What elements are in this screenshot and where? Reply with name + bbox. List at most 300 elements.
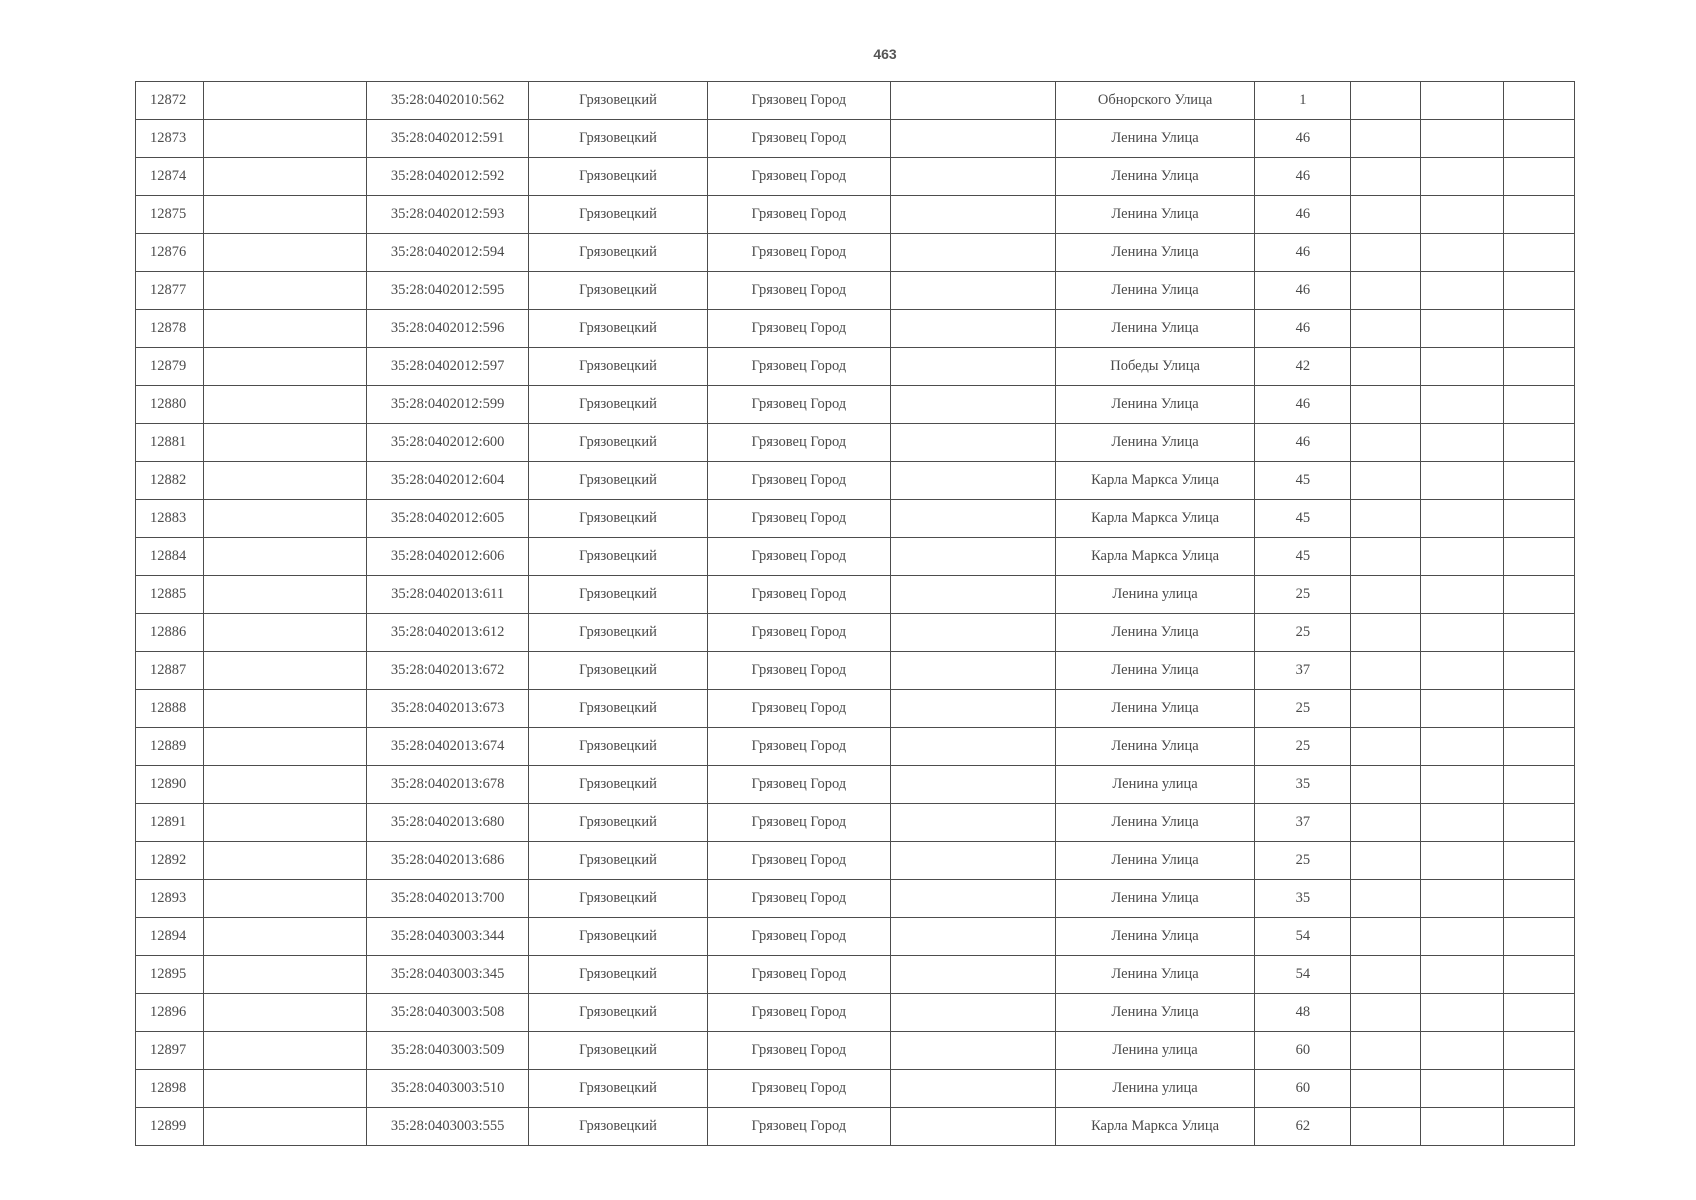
cell-blank [890, 728, 1055, 766]
cell-settlement: Грязовец Город [708, 994, 890, 1032]
cell-record-number: 12874 [136, 158, 204, 196]
cell-blank [890, 690, 1055, 728]
cell-district: Грязовецкий [528, 804, 707, 842]
cell-cadastral-number: 35:28:0402010:562 [367, 82, 528, 120]
cell-blank [204, 614, 367, 652]
cell-blank [890, 842, 1055, 880]
table-row [136, 158, 1575, 196]
cell-settlement: Грязовец Город [708, 272, 890, 310]
cell-blank [1351, 614, 1420, 652]
cell-house-number: 46 [1255, 272, 1351, 310]
cell-settlement: Грязовец Город [708, 158, 890, 196]
cell-settlement: Грязовец Город [708, 462, 890, 500]
cell-blank [1351, 652, 1420, 690]
cell-blank [1420, 728, 1503, 766]
cell-record-number: 12899 [136, 1108, 204, 1146]
cell-blank [1503, 82, 1574, 120]
cell-cadastral-number: 35:28:0402012:595 [367, 272, 528, 310]
cell-blank [1420, 614, 1503, 652]
cell-district: Грязовецкий [528, 424, 707, 462]
page-number: 463 [873, 46, 897, 62]
table-row [136, 82, 1575, 120]
cell-blank [1420, 576, 1503, 614]
cell-cadastral-number: 35:28:0402013:700 [367, 880, 528, 918]
cell-blank [1420, 804, 1503, 842]
cell-blank [1351, 690, 1420, 728]
cell-blank [1351, 500, 1420, 538]
cell-blank [1420, 158, 1503, 196]
cell-record-number: 12885 [136, 576, 204, 614]
cell-blank [204, 576, 367, 614]
cell-street: Обнорского Улица [1055, 82, 1254, 120]
table-row [136, 1032, 1575, 1070]
cell-blank [204, 310, 367, 348]
cell-record-number: 12894 [136, 918, 204, 956]
cell-record-number: 12896 [136, 994, 204, 1032]
cell-blank [890, 956, 1055, 994]
cell-blank [890, 880, 1055, 918]
cell-blank [204, 842, 367, 880]
cell-blank [1503, 310, 1574, 348]
cell-blank [890, 576, 1055, 614]
cell-blank [1351, 310, 1420, 348]
table-row [136, 614, 1575, 652]
cell-settlement: Грязовец Город [708, 500, 890, 538]
cell-house-number: 46 [1255, 158, 1351, 196]
cell-house-number: 37 [1255, 804, 1351, 842]
cell-settlement: Грязовец Город [708, 348, 890, 386]
cell-record-number: 12889 [136, 728, 204, 766]
cell-blank [1351, 576, 1420, 614]
cell-record-number: 12884 [136, 538, 204, 576]
cell-street: Ленина Улица [1055, 804, 1254, 842]
cell-blank [1503, 652, 1574, 690]
cell-district: Грязовецкий [528, 348, 707, 386]
cell-district: Грязовецкий [528, 462, 707, 500]
cell-street: Ленина Улица [1055, 614, 1254, 652]
cell-record-number: 12898 [136, 1070, 204, 1108]
cell-house-number: 46 [1255, 196, 1351, 234]
cell-blank [1503, 272, 1574, 310]
cell-blank [1420, 1032, 1503, 1070]
cell-blank [1351, 158, 1420, 196]
cell-settlement: Грязовец Город [708, 196, 890, 234]
cell-blank [204, 348, 367, 386]
cell-settlement: Грязовец Город [708, 728, 890, 766]
cell-blank [1420, 918, 1503, 956]
cell-blank [890, 386, 1055, 424]
cell-cadastral-number: 35:28:0403003:509 [367, 1032, 528, 1070]
cell-street: Ленина Улица [1055, 196, 1254, 234]
cell-blank [204, 690, 367, 728]
table-row [136, 500, 1575, 538]
cell-record-number: 12882 [136, 462, 204, 500]
cell-cadastral-number: 35:28:0402012:596 [367, 310, 528, 348]
cell-street: Ленина Улица [1055, 234, 1254, 272]
cell-street: Ленина улица [1055, 576, 1254, 614]
cell-blank [204, 196, 367, 234]
cell-blank [1420, 386, 1503, 424]
cell-record-number: 12875 [136, 196, 204, 234]
cell-blank [204, 1032, 367, 1070]
cell-blank [890, 196, 1055, 234]
cell-district: Грязовецкий [528, 842, 707, 880]
cell-record-number: 12878 [136, 310, 204, 348]
cell-district: Грязовецкий [528, 576, 707, 614]
cell-blank [1351, 1108, 1420, 1146]
cell-blank [204, 120, 367, 158]
cell-blank [204, 272, 367, 310]
cell-blank [1503, 158, 1574, 196]
cell-cadastral-number: 35:28:0402012:604 [367, 462, 528, 500]
cell-house-number: 54 [1255, 918, 1351, 956]
cell-house-number: 46 [1255, 424, 1351, 462]
cell-blank [204, 1108, 367, 1146]
cell-district: Грязовецкий [528, 728, 707, 766]
cell-settlement: Грязовец Город [708, 576, 890, 614]
cell-blank [890, 120, 1055, 158]
cell-blank [1420, 1108, 1503, 1146]
cell-record-number: 12872 [136, 82, 204, 120]
cell-street: Ленина Улица [1055, 424, 1254, 462]
cell-cadastral-number: 35:28:0402012:593 [367, 196, 528, 234]
cell-cadastral-number: 35:28:0402013:672 [367, 652, 528, 690]
cell-street: Ленина Улица [1055, 956, 1254, 994]
cell-cadastral-number: 35:28:0403003:508 [367, 994, 528, 1032]
cell-blank [1351, 462, 1420, 500]
cell-blank [204, 500, 367, 538]
cell-blank [890, 766, 1055, 804]
cell-house-number: 1 [1255, 82, 1351, 120]
table-row [136, 728, 1575, 766]
cell-house-number: 35 [1255, 880, 1351, 918]
cell-blank [890, 1070, 1055, 1108]
cell-blank [1420, 462, 1503, 500]
cell-cadastral-number: 35:28:0403003:510 [367, 1070, 528, 1108]
cell-house-number: 45 [1255, 538, 1351, 576]
cell-blank [1503, 614, 1574, 652]
cell-blank [1420, 348, 1503, 386]
cell-cadastral-number: 35:28:0402012:600 [367, 424, 528, 462]
cell-blank [1351, 272, 1420, 310]
cell-cadastral-number: 35:28:0402012:599 [367, 386, 528, 424]
cell-blank [1503, 500, 1574, 538]
cell-blank [204, 82, 367, 120]
cell-cadastral-number: 35:28:0402013:611 [367, 576, 528, 614]
cell-blank [890, 310, 1055, 348]
cell-house-number: 25 [1255, 842, 1351, 880]
cell-blank [1420, 690, 1503, 728]
cell-blank [204, 462, 367, 500]
table-row [136, 994, 1575, 1032]
table-row [136, 1108, 1575, 1146]
cell-blank [890, 804, 1055, 842]
cell-record-number: 12873 [136, 120, 204, 158]
table-row [136, 310, 1575, 348]
cell-cadastral-number: 35:28:0402012:597 [367, 348, 528, 386]
cell-district: Грязовецкий [528, 500, 707, 538]
cell-blank [1420, 880, 1503, 918]
cell-blank [204, 880, 367, 918]
cell-blank [1503, 690, 1574, 728]
cell-blank [1351, 538, 1420, 576]
cell-district: Грязовецкий [528, 120, 707, 158]
cell-blank [1503, 538, 1574, 576]
cell-blank [1420, 956, 1503, 994]
cell-record-number: 12881 [136, 424, 204, 462]
table-row [136, 576, 1575, 614]
cell-house-number: 60 [1255, 1032, 1351, 1070]
cell-blank [1351, 424, 1420, 462]
cell-record-number: 12895 [136, 956, 204, 994]
table-row [136, 538, 1575, 576]
cell-cadastral-number: 35:28:0403003:555 [367, 1108, 528, 1146]
cell-blank [204, 234, 367, 272]
cell-street: Ленина Улица [1055, 728, 1254, 766]
cell-blank [1503, 880, 1574, 918]
cell-settlement: Грязовец Город [708, 234, 890, 272]
cell-blank [204, 918, 367, 956]
cell-settlement: Грязовец Город [708, 538, 890, 576]
cell-street: Ленина Улица [1055, 842, 1254, 880]
cell-house-number: 35 [1255, 766, 1351, 804]
cell-blank [1351, 120, 1420, 158]
cell-blank [1420, 82, 1503, 120]
cell-blank [1420, 994, 1503, 1032]
cell-blank [204, 538, 367, 576]
cell-street: Ленина Улица [1055, 994, 1254, 1032]
cell-cadastral-number: 35:28:0402013:673 [367, 690, 528, 728]
cell-house-number: 46 [1255, 386, 1351, 424]
table-row [136, 234, 1575, 272]
cell-street: Карла Маркса Улица [1055, 500, 1254, 538]
table-row [136, 386, 1575, 424]
cell-settlement: Грязовец Город [708, 766, 890, 804]
cell-house-number: 48 [1255, 994, 1351, 1032]
table-row [136, 1070, 1575, 1108]
cell-blank [1503, 728, 1574, 766]
cell-blank [1503, 120, 1574, 158]
cell-settlement: Грязовец Город [708, 842, 890, 880]
cell-blank [890, 462, 1055, 500]
cell-settlement: Грязовец Город [708, 1108, 890, 1146]
cell-district: Грязовецкий [528, 82, 707, 120]
cell-blank [1503, 1108, 1574, 1146]
cell-blank [204, 804, 367, 842]
cell-blank [890, 348, 1055, 386]
cell-settlement: Грязовец Город [708, 1070, 890, 1108]
cell-house-number: 46 [1255, 234, 1351, 272]
cell-district: Грязовецкий [528, 272, 707, 310]
table-row [136, 272, 1575, 310]
table-row [136, 196, 1575, 234]
cell-street: Карла Маркса Улица [1055, 1108, 1254, 1146]
cell-cadastral-number: 35:28:0402013:680 [367, 804, 528, 842]
cell-blank [1351, 82, 1420, 120]
cell-blank [890, 82, 1055, 120]
cell-blank [204, 728, 367, 766]
table-row [136, 956, 1575, 994]
cell-blank [1420, 120, 1503, 158]
cell-blank [1420, 234, 1503, 272]
table-body [136, 82, 1575, 1146]
cell-cadastral-number: 35:28:0402012:592 [367, 158, 528, 196]
table-row [136, 690, 1575, 728]
cell-record-number: 12897 [136, 1032, 204, 1070]
table-row [136, 918, 1575, 956]
cell-blank [1503, 804, 1574, 842]
cell-district: Грязовецкий [528, 614, 707, 652]
cell-district: Грязовецкий [528, 652, 707, 690]
cell-record-number: 12876 [136, 234, 204, 272]
cell-blank [1351, 994, 1420, 1032]
table-row [136, 652, 1575, 690]
cell-record-number: 12877 [136, 272, 204, 310]
table-row [136, 120, 1575, 158]
cell-street: Ленина улица [1055, 1070, 1254, 1108]
cell-blank [1351, 728, 1420, 766]
cell-blank [204, 652, 367, 690]
cell-record-number: 12890 [136, 766, 204, 804]
table-row [136, 424, 1575, 462]
cell-settlement: Грязовец Город [708, 614, 890, 652]
table-row [136, 804, 1575, 842]
cell-blank [1503, 348, 1574, 386]
cell-blank [1503, 1032, 1574, 1070]
cell-blank [1420, 500, 1503, 538]
table-row [136, 766, 1575, 804]
cell-district: Грязовецкий [528, 690, 707, 728]
cell-house-number: 25 [1255, 614, 1351, 652]
property-registry-table [135, 81, 1575, 1146]
cell-blank [890, 1108, 1055, 1146]
cell-settlement: Грязовец Город [708, 956, 890, 994]
cell-blank [204, 386, 367, 424]
cell-house-number: 45 [1255, 462, 1351, 500]
cell-blank [1351, 766, 1420, 804]
cell-settlement: Грязовец Город [708, 82, 890, 120]
table-row [136, 462, 1575, 500]
cell-street: Ленина Улица [1055, 652, 1254, 690]
cell-district: Грязовецкий [528, 386, 707, 424]
cell-cadastral-number: 35:28:0402012:605 [367, 500, 528, 538]
cell-blank [1351, 196, 1420, 234]
cell-blank [1351, 348, 1420, 386]
cell-cadastral-number: 35:28:0402012:606 [367, 538, 528, 576]
cell-record-number: 12891 [136, 804, 204, 842]
cell-settlement: Грязовец Город [708, 804, 890, 842]
cell-blank [204, 994, 367, 1032]
cell-district: Грязовецкий [528, 538, 707, 576]
cell-house-number: 25 [1255, 728, 1351, 766]
cell-street: Карла Маркса Улица [1055, 462, 1254, 500]
cell-blank [1420, 424, 1503, 462]
cell-blank [1420, 842, 1503, 880]
cell-blank [1503, 766, 1574, 804]
cell-district: Грязовецкий [528, 956, 707, 994]
cell-settlement: Грязовец Город [708, 386, 890, 424]
cell-settlement: Грязовец Город [708, 690, 890, 728]
cell-district: Грязовецкий [528, 918, 707, 956]
cell-cadastral-number: 35:28:0402013:612 [367, 614, 528, 652]
cell-district: Грязовецкий [528, 196, 707, 234]
cell-blank [1503, 956, 1574, 994]
cell-blank [1351, 918, 1420, 956]
cell-blank [1420, 538, 1503, 576]
cell-street: Ленина Улица [1055, 690, 1254, 728]
table-row [136, 842, 1575, 880]
cell-blank [1420, 652, 1503, 690]
cell-blank [1351, 1070, 1420, 1108]
cell-street: Ленина Улица [1055, 310, 1254, 348]
cell-district: Грязовецкий [528, 1108, 707, 1146]
cell-house-number: 62 [1255, 1108, 1351, 1146]
cell-cadastral-number: 35:28:0403003:345 [367, 956, 528, 994]
cell-blank [890, 500, 1055, 538]
cell-cadastral-number: 35:28:0402013:674 [367, 728, 528, 766]
cell-cadastral-number: 35:28:0402012:594 [367, 234, 528, 272]
cell-settlement: Грязовец Город [708, 652, 890, 690]
cell-street: Карла Маркса Улица [1055, 538, 1254, 576]
cell-blank [1503, 994, 1574, 1032]
cell-street: Ленина Улица [1055, 120, 1254, 158]
cell-record-number: 12886 [136, 614, 204, 652]
cell-record-number: 12883 [136, 500, 204, 538]
cell-district: Грязовецкий [528, 994, 707, 1032]
cell-district: Грязовецкий [528, 766, 707, 804]
cell-house-number: 25 [1255, 576, 1351, 614]
cell-district: Грязовецкий [528, 158, 707, 196]
cell-house-number: 54 [1255, 956, 1351, 994]
cell-blank [890, 918, 1055, 956]
cell-blank [204, 766, 367, 804]
cell-record-number: 12893 [136, 880, 204, 918]
cell-district: Грязовецкий [528, 310, 707, 348]
cell-blank [890, 234, 1055, 272]
cell-blank [1351, 842, 1420, 880]
cell-blank [1503, 196, 1574, 234]
cell-street: Ленина улица [1055, 1032, 1254, 1070]
cell-blank [890, 538, 1055, 576]
cell-blank [890, 1032, 1055, 1070]
cell-blank [890, 272, 1055, 310]
cell-blank [1503, 234, 1574, 272]
cell-blank [1503, 386, 1574, 424]
cell-blank [1351, 386, 1420, 424]
cell-blank [890, 424, 1055, 462]
cell-blank [1351, 804, 1420, 842]
cell-settlement: Грязовец Город [708, 310, 890, 348]
cell-blank [890, 614, 1055, 652]
cell-blank [1503, 462, 1574, 500]
cell-house-number: 42 [1255, 348, 1351, 386]
cell-record-number: 12880 [136, 386, 204, 424]
table-row [136, 880, 1575, 918]
cell-settlement: Грязовец Город [708, 120, 890, 158]
cell-house-number: 45 [1255, 500, 1351, 538]
cell-blank [1351, 234, 1420, 272]
cell-blank [1503, 918, 1574, 956]
cell-blank [204, 1070, 367, 1108]
cell-record-number: 12879 [136, 348, 204, 386]
cell-house-number: 46 [1255, 120, 1351, 158]
cell-street: Победы Улица [1055, 348, 1254, 386]
cell-blank [890, 652, 1055, 690]
cell-blank [1503, 1070, 1574, 1108]
cell-blank [1420, 310, 1503, 348]
cell-street: Ленина Улица [1055, 272, 1254, 310]
cell-blank [1420, 1070, 1503, 1108]
